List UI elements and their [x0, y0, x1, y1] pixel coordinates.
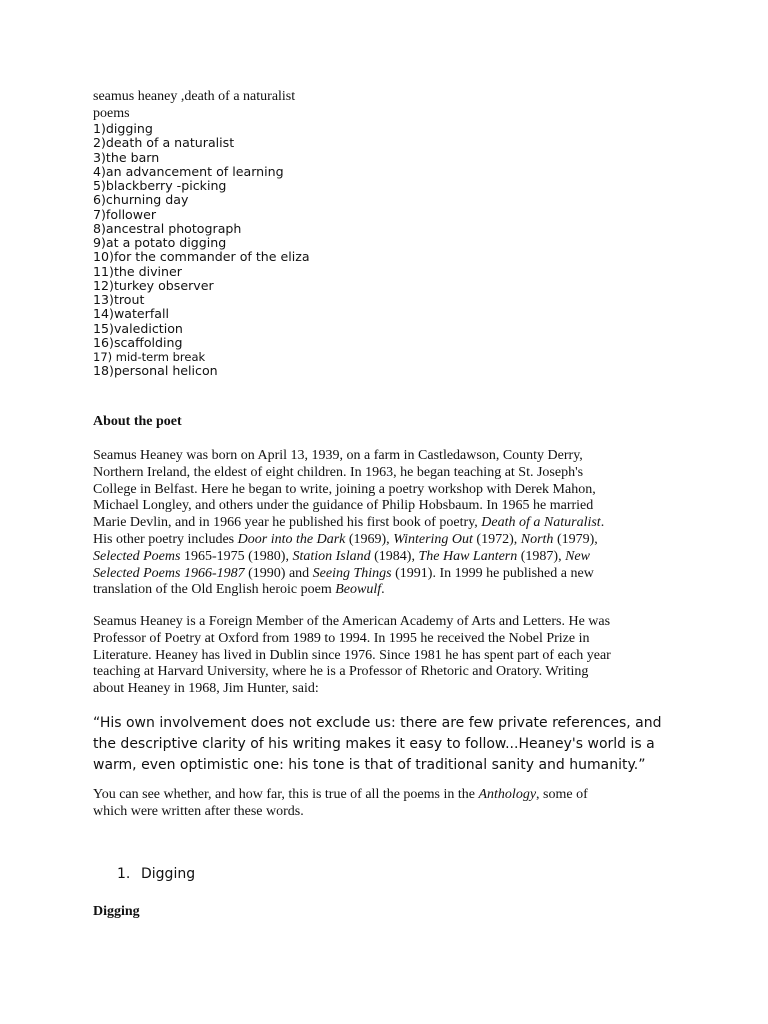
text-run: .	[600, 515, 605, 531]
book-title: Door into the Dark	[237, 531, 346, 547]
text-run: 1965-1975 (1980),	[183, 548, 289, 564]
text-run: (1987),	[520, 548, 562, 564]
text-line: warm, even optimistic one: his tone is that of traditional sanity and humanity.”	[93, 757, 646, 773]
book-title: Death of a Naturalist	[481, 515, 601, 531]
text-run: Marie Devlin, and in 1966 year he published his first book of poetry,	[93, 515, 478, 531]
list-item: 16)scaffolding	[93, 334, 183, 350]
text-line	[93, 549, 693, 566]
block-quote	[93, 713, 661, 776]
list-item: 7)follower	[93, 206, 156, 222]
text-run: (1990) and	[248, 565, 310, 581]
text-line	[93, 532, 693, 549]
list-item: 14)waterfall	[93, 306, 169, 322]
list-item: 10)for the commander of the eliza	[93, 249, 310, 265]
text-run: (1979),	[556, 531, 598, 547]
list-item: 6)churning day	[93, 192, 189, 208]
text-line	[93, 566, 693, 583]
list-item: 3)the barn	[93, 149, 160, 165]
text-run: His other poetry includes	[93, 531, 235, 547]
text-run: (1991). In 1999 he published a new	[395, 565, 594, 581]
text-line: Seamus Heaney was born on April 13, 1939, on a farm in Castledawson, County Derry,	[93, 448, 583, 463]
text-line: College in Belfast. Here he began to write, joining a poetry workshop with Derek Mahon,	[93, 481, 596, 497]
list-item: 2)death of a naturalist	[93, 135, 235, 151]
numbered-list-item	[117, 866, 195, 883]
document-title: seamus heaney ,death of a naturalist	[93, 89, 296, 104]
list-item: 8)ancestral photograph	[93, 220, 242, 236]
list-item: 1)digging	[93, 121, 153, 136]
text-line: teaching at Harvard University, where he is a Professor of Rhetoric and Oratory. Writing	[93, 664, 589, 680]
text-line: Michael Longley, and others under the guidance of Philip Hobsbaum. In 1965 he married	[93, 498, 594, 514]
text-line: Literature. Heaney has lived in Dublin since 1976. Since 1981 he has spent part of each year	[93, 647, 611, 663]
biography-paragraph	[93, 448, 693, 599]
text-run: (1969),	[348, 531, 390, 547]
book-title: Beowulf	[335, 582, 382, 598]
book-title: Anthology	[478, 787, 537, 802]
book-title: Wintering Out	[393, 531, 473, 547]
text-line: about Heaney in 1968, Jim Hunter, said:	[93, 681, 319, 697]
list-item: 15)valediction	[93, 320, 183, 336]
text-run: translation of the Old English heroic poem	[93, 582, 332, 598]
book-title: Selected Poems	[93, 548, 181, 564]
book-title: Seeing Things	[312, 565, 392, 581]
book-title: New	[565, 548, 590, 564]
list-number: 1.	[117, 866, 131, 882]
book-title: North	[520, 531, 554, 547]
list-item: 9)at a potato digging	[93, 235, 227, 250]
text-run: .	[381, 582, 385, 598]
document-subtitle: poems	[93, 106, 130, 121]
text-run: You can see whether, and how far, this is true of all the poems in the	[93, 787, 475, 802]
career-paragraph	[93, 614, 693, 698]
list-item: 18)personal helicon	[93, 363, 218, 379]
text-run: (1984),	[374, 548, 415, 564]
list-item: 4)an advancement of learning	[93, 163, 284, 179]
text-line	[93, 515, 693, 532]
section-heading: About the poet	[93, 414, 182, 429]
list-item: 12)turkey observer	[93, 277, 214, 293]
list-item: 17) mid-term break	[93, 350, 206, 364]
text-line: Professor of Poetry at Oxford from 1989 to 1994. In 1995 he received the Nobel Prize in	[93, 630, 590, 646]
book-title: The Haw Lantern	[418, 548, 518, 564]
list-item: 11)the diviner	[93, 263, 182, 279]
text-run: (1972),	[476, 531, 518, 547]
section-heading: Digging	[93, 904, 140, 919]
list-item-label: Digging	[141, 866, 196, 882]
text-line	[93, 582, 693, 599]
book-title: Selected Poems 1966-1987	[93, 565, 245, 581]
text-line: which were written after these words.	[93, 803, 304, 819]
text-run: , some of	[536, 787, 588, 802]
list-item: 5)blackberry -picking	[93, 178, 227, 193]
text-line: the descriptive clarity of his writing makes it easy to follow...Heaney's world is a	[93, 736, 655, 752]
text-line: Seamus Heaney is a Foreign Member of the American Academy of Arts and Letters. He was	[93, 614, 611, 629]
list-item: 13)trout	[93, 292, 145, 307]
text-line	[93, 787, 693, 804]
poem-list	[93, 122, 310, 379]
text-line: Northern Ireland, the eldest of eight children. In 1963, he began teaching at St. Joseph's	[93, 464, 584, 480]
book-title: Station Island	[292, 548, 371, 564]
text-line: “His own involvement does not exclude us: there are few private references, and	[93, 715, 662, 731]
closing-paragraph	[93, 787, 693, 821]
